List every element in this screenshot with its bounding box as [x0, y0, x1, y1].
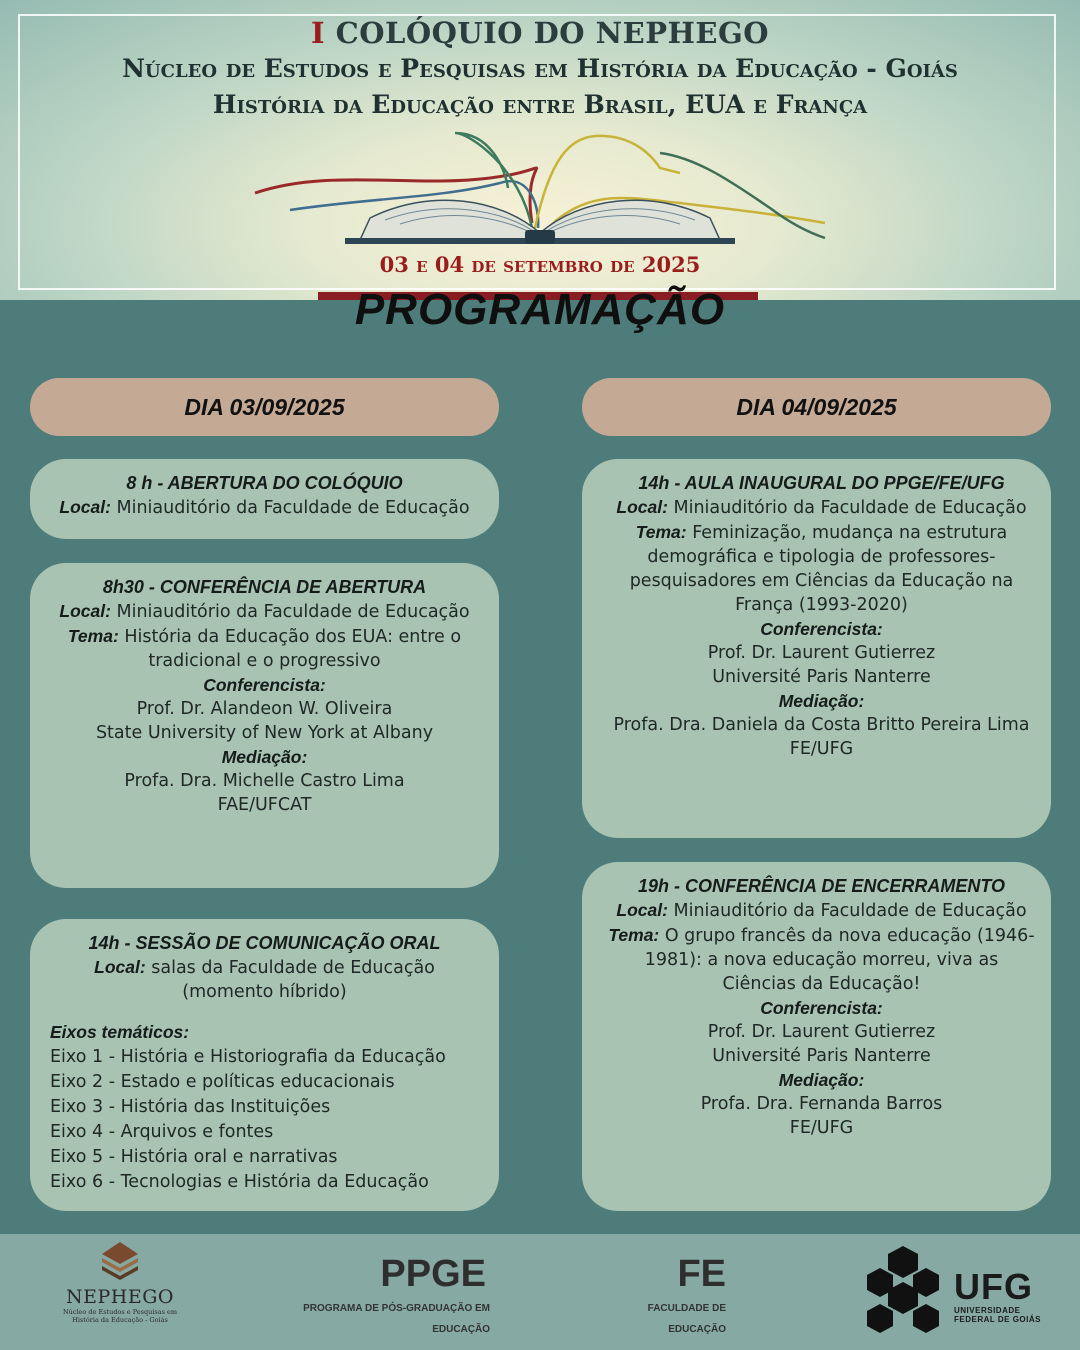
theme-value: O grupo francês da nova educação (1946-1981): a nova educação morreu, viva as Ciências da Educação!: [644, 926, 1035, 994]
ufg-name: UFG: [954, 1266, 1033, 1307]
speaker-label: Conferencista:: [760, 998, 883, 1018]
mediator-institution: FAE/UFCAT: [217, 795, 312, 815]
nephego-subtitle-2: História da Educação - Goiás: [72, 1316, 168, 1324]
day-1-header: DIA 03/09/2025: [30, 378, 499, 436]
event-location: [30, 495, 499, 520]
thematic-axes-list: [30, 1020, 499, 1195]
fe-name: FE: [677, 1253, 726, 1295]
event-title-text: COLÓQUIO DO NEPHEGO: [335, 16, 770, 50]
event-theme: [608, 520, 1035, 617]
speaker-label: Conferencista:: [760, 619, 883, 639]
location-value: Miniauditório da Faculdade de Educação: [673, 498, 1027, 518]
list-item: Eixo 4 - Arquivos e fontes: [50, 1122, 274, 1142]
mediator-name: Profa. Dra. Fernanda Barros: [700, 1094, 943, 1114]
day-2-header: DIA 04/09/2025: [582, 378, 1051, 436]
speaker-name: Prof. Dr. Laurent Gutierrez: [707, 643, 936, 663]
list-item: Eixo 1 - História e Historiografia da Educação: [50, 1047, 446, 1067]
event-title: 8 h - ABERTURA DO COLÓQUIO: [126, 473, 403, 493]
event-location: [608, 495, 1035, 520]
event-title: 8h30 - CONFERÊNCIA DE ABERTURA: [102, 577, 427, 597]
ufg-subtitle-1: UNIVERSIDADE: [954, 1306, 1021, 1315]
event-location: [30, 955, 499, 980]
nephego-subtitle-1: Núcleo de Estudos e Pesquisas em: [62, 1308, 178, 1316]
event-date: 03 e 04 de setembro de 2025: [379, 252, 701, 277]
location-label: Local:: [59, 601, 111, 621]
ppge-name: PPGE: [380, 1253, 486, 1295]
location-label: Local:: [616, 497, 668, 517]
fe-subtitle-2: EDUCAÇÃO: [668, 1324, 726, 1335]
mediation-label: Mediação:: [778, 1070, 865, 1090]
event-theme: [44, 624, 485, 673]
event-card-opening-conference: [30, 563, 499, 888]
event-title: 19h - CONFERÊNCIA DE ENCERRAMENTO: [637, 876, 1006, 896]
theme-label: Tema:: [635, 522, 687, 542]
ufg-logo: [858, 1244, 1048, 1340]
location-value: salas da Faculdade de Educação: [151, 958, 435, 978]
location-value: Miniauditório da Faculdade de Educação: [116, 498, 470, 518]
event-title: 14h - SESSÃO DE COMUNICAÇÃO ORAL: [88, 933, 441, 953]
theme-value: Feminização, mudança na estrutura demográfica e tipologia de professores-pesquisadores em Ciências da Educação na França (1993-2020): [629, 523, 1014, 615]
ppge-subtitle-1: PROGRAMA DE PÓS-GRADUAÇÃO EM: [303, 1303, 490, 1314]
thematic-axes-label: Eixos temáticos:: [50, 1022, 190, 1042]
location-label: Local:: [59, 497, 111, 517]
event-theme: [608, 923, 1035, 996]
event-edition: I: [310, 16, 326, 50]
event-card-oral-session: [30, 919, 499, 1211]
speaker-name: Prof. Dr. Laurent Gutierrez: [707, 1022, 936, 1042]
fe-subtitle-1: FACULDADE DE: [647, 1303, 726, 1314]
theme-label: Tema:: [67, 626, 119, 646]
footer-logos: [0, 1234, 1080, 1350]
speaker-institution: State University of New York at Albany: [95, 723, 434, 743]
hexagon-cluster-icon: [858, 1244, 948, 1340]
mediator-name: Profa. Dra. Daniela da Costa Britto Pereira Lima: [613, 715, 1030, 735]
mediation-label: Mediação:: [221, 747, 308, 767]
event-title: 14h - AULA INAUGURAL DO PPGE/FE/UFG: [638, 473, 1005, 493]
mediator-name: Profa. Dra. Michelle Castro Lima: [124, 771, 405, 791]
event-card-inaugural-lecture: [582, 459, 1051, 838]
location-label: Local:: [94, 957, 146, 977]
mediation-label: Mediação:: [778, 691, 865, 711]
ppge-logo: [300, 1254, 490, 1336]
list-item: Eixo 5 - História oral e narrativas: [50, 1147, 338, 1167]
list-item: Eixo 2 - Estado e políticas educacionais: [50, 1072, 395, 1092]
open-book-illustration: [250, 128, 830, 253]
list-item: Eixo 3 - História das Instituições: [50, 1097, 331, 1117]
mediator-institution: FE/UFG: [789, 739, 854, 759]
theme-label: Tema:: [608, 925, 660, 945]
event-card-closing-conference: [582, 862, 1051, 1211]
location-value: Miniauditório da Faculdade de Educação: [116, 602, 470, 622]
event-location: [608, 898, 1035, 923]
location-label: Local:: [616, 900, 668, 920]
speaker-name: Prof. Dr. Alandeon W. Oliveira: [136, 699, 393, 719]
mediator-institution: FE/UFG: [789, 1118, 854, 1138]
list-item: Eixo 6 - Tecnologias e História da Educação: [50, 1172, 429, 1192]
location-note: (momento híbrido): [182, 982, 347, 1002]
speaker-label: Conferencista:: [203, 675, 326, 695]
nephego-logo: [40, 1234, 200, 1350]
ppge-subtitle-2: EDUCAÇÃO: [432, 1324, 490, 1335]
speaker-institution: Université Paris Nanterre: [712, 667, 931, 687]
location-value: Miniauditório da Faculdade de Educação: [673, 901, 1027, 921]
fe-logo: [630, 1254, 726, 1336]
event-card-opening: [30, 459, 499, 539]
page-title: PROGRAMAÇÃO: [354, 285, 726, 334]
theme-value: História da Educação dos EUA: entre o tradicional e o progressivo: [124, 627, 462, 671]
event-location: [44, 599, 485, 624]
ufg-subtitle: [954, 1306, 1041, 1324]
event-organization: Núcleo de Estudos e Pesquisas em História da Educação - Goiás: [122, 54, 958, 83]
event-theme: História da Educação entre Brasil, EUA e França: [212, 90, 868, 119]
ufg-subtitle-2: FEDERAL DE GOIÁS: [954, 1315, 1041, 1324]
event-title: [0, 16, 1080, 50]
book-stack-icon: [98, 1240, 142, 1284]
header-banner: [0, 0, 1080, 300]
nephego-name: NEPHEGO: [66, 1286, 174, 1308]
speaker-institution: Université Paris Nanterre: [712, 1046, 931, 1066]
